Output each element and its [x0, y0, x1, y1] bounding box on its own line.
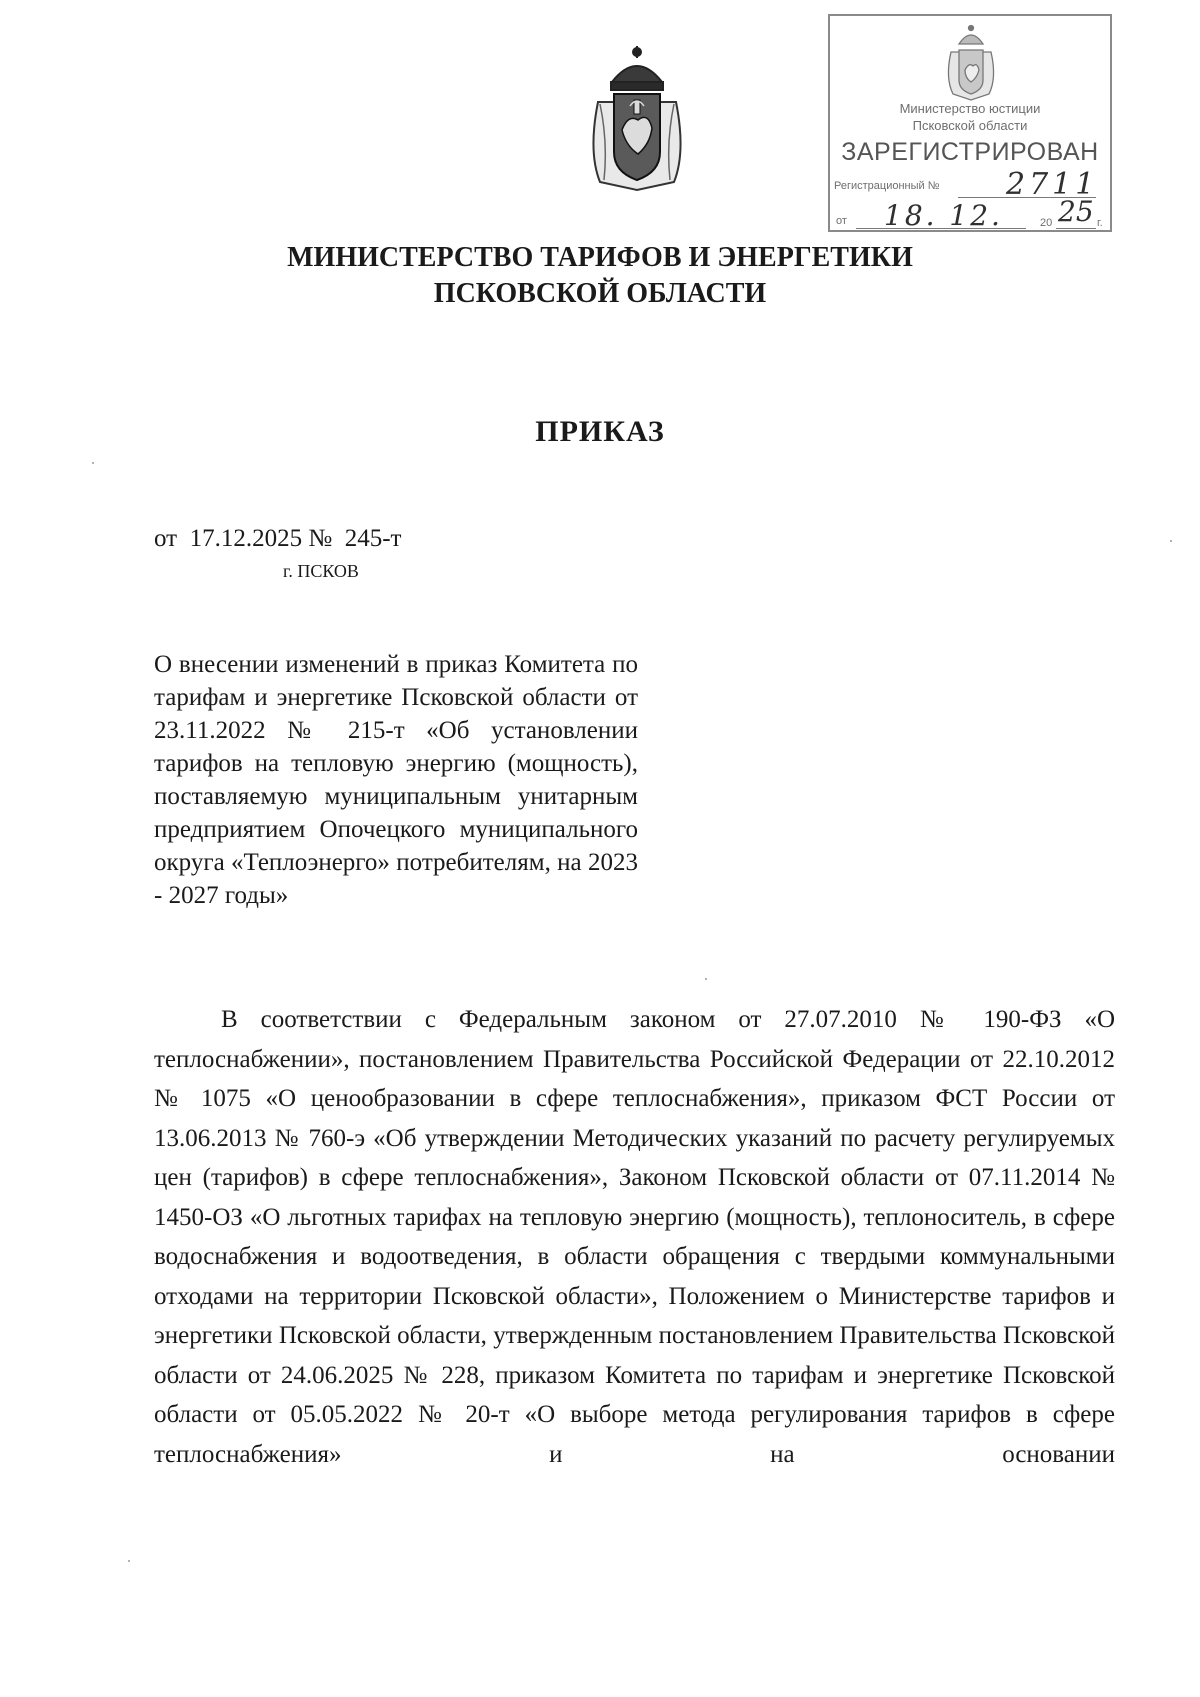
stamp-organization-line1: Министерство юстиции [899, 101, 1041, 116]
scan-speck [705, 978, 707, 980]
ministry-line2: ПСКОВСКОЙ ОБЛАСТИ [433, 278, 767, 309]
ministry-heading [0, 240, 1200, 312]
stamp-organization-line2: Псковской области [912, 118, 1028, 133]
scan-speck [92, 462, 94, 464]
stamp-year-suffix: г. [1097, 217, 1103, 229]
scan-speck [128, 1560, 130, 1562]
stamp-year-underline [1056, 228, 1096, 229]
order-city: г. ПСКОВ [283, 561, 359, 581]
stamp-reg-label: Регистрационный № [834, 180, 940, 192]
ministry-line1: МИНИСТЕРСТВО ТАРИФОВ И ЭНЕРГЕТИКИ [287, 242, 913, 273]
coat-of-arms-icon [578, 42, 696, 192]
stamp-status: ЗАРЕГИСТРИРОВАН [841, 138, 1099, 166]
stamp-date: 18. 12. [884, 199, 1003, 232]
stamp-coat-of-arms-icon [941, 22, 1001, 102]
document-type: ПРИКАЗ [535, 415, 665, 448]
scan-speck [1170, 540, 1172, 542]
body-paragraph: В соответствии с Федеральным законом от 27.07.2010 № 190-ФЗ «О теплоснабжении», постановлением Правительства Российской Федерации от 22.10.2012 № 1075 «О ценообразовании в сфере теплоснабжения», приказом ФСТ России от 13.06.2013 № 760-э «Об утверждении Методических указаний по расчету регулируемых цен (тарифов) в сфере теплоснабжения», Законом Псковской области от 07.11.2014 № 1450-ОЗ «О льготных тарифах на тепловую энергию (мощность), теплоноситель, в сфере водоснабжения и водоотведения, в области обращения с твердыми коммунальными отходами на территории Псковской области», Положением о Министерстве тарифов и энергетики Псковской области, утвержденным постановлением Правительства Псковской области от 24.06.2025 № 228, приказом Комитета по тарифам и энергетике Псковской области от 05.05.2022 № 20-т «О выборе метода регулирования тарифов в сфере теплоснабжения» и на основании [154, 1006, 1115, 1468]
stamp-reg-number: 2711 [1006, 167, 1099, 202]
stamp-organization [830, 100, 1110, 134]
stamp-from-label: от [836, 215, 847, 227]
stamp-year-prefix: 20 [1040, 217, 1053, 229]
order-date-number: от 17.12.2025 № 245-т [154, 525, 402, 552]
order-subject: О внесении изменений в приказ Комитета по тарифам и энергетике Псковской области от 23.11.2022 № 215-т «Об установлении тарифов на тепловую энергию (мощность), поставляемую муниципальным унитарным предприятием Опочецкого муниципального округа «Теплоэнерго» потребителям, на 2023 - 2027 годы» [154, 651, 638, 909]
stamp-year: 25 [1058, 195, 1094, 228]
registration-stamp [828, 14, 1112, 232]
